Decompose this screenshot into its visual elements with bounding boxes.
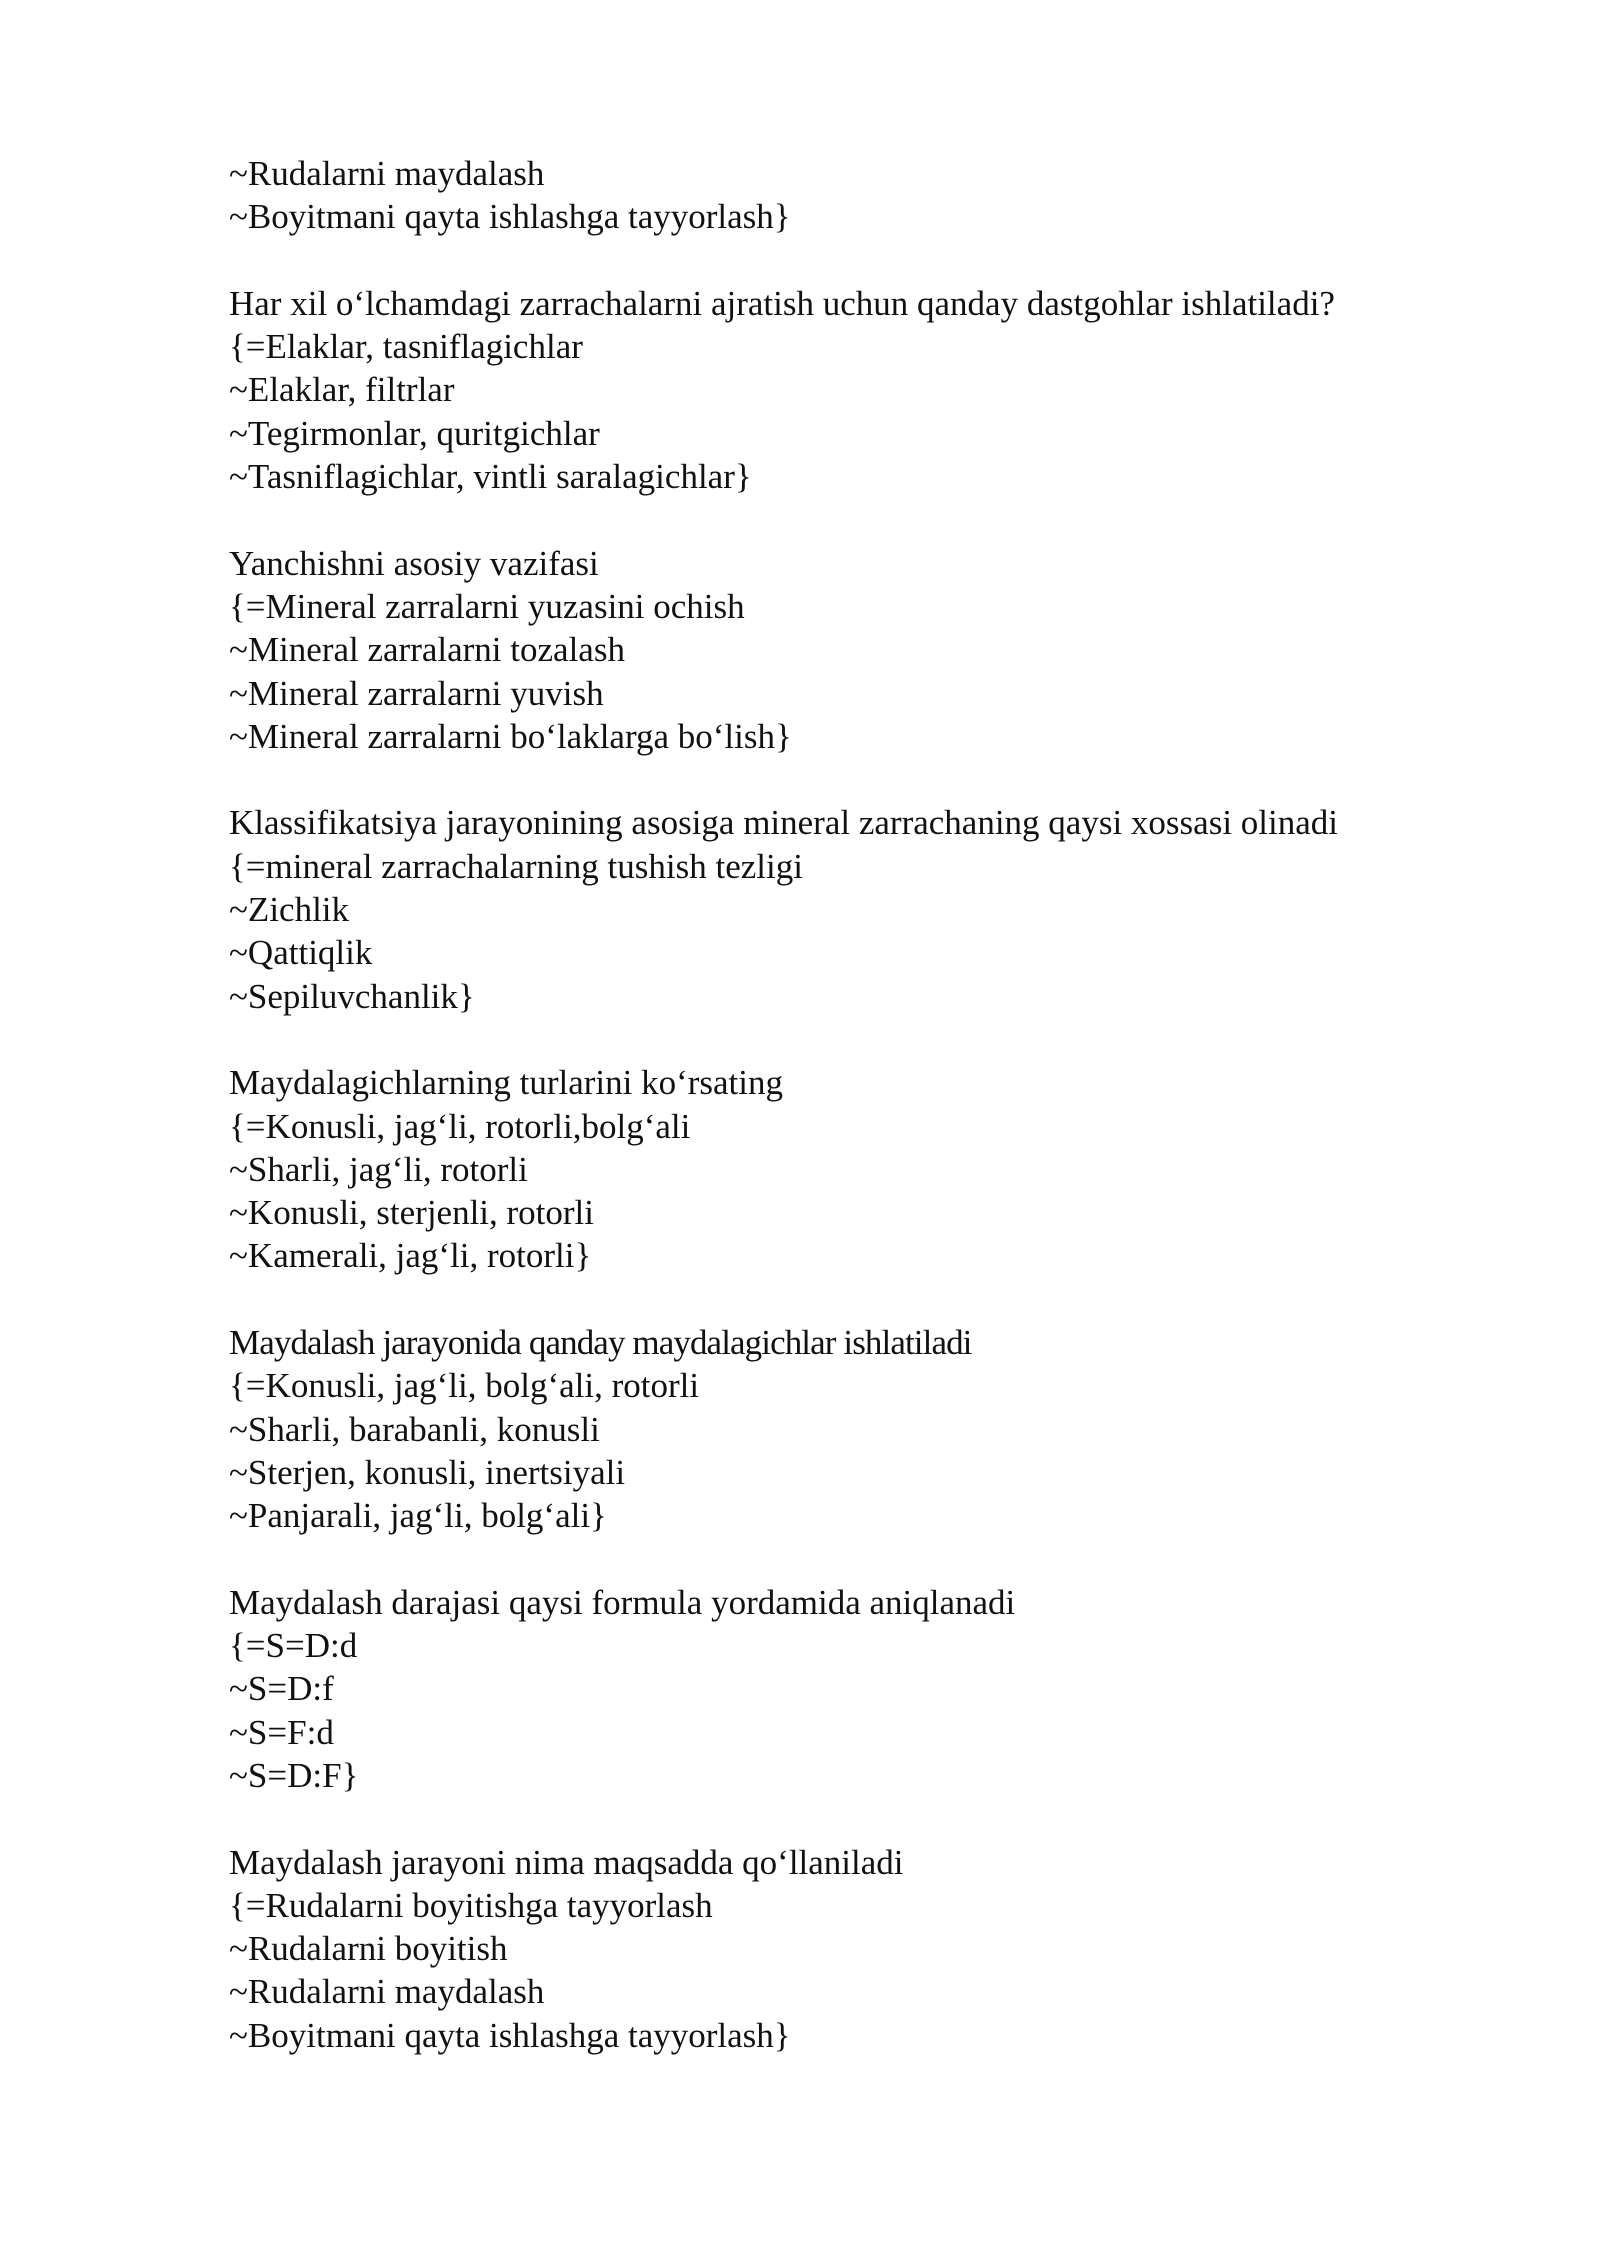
answer-option: ~Mineral zarralarni bo‘laklarga bo‘lish} xyxy=(229,716,792,756)
answer-option: ~S=D:f xyxy=(229,1669,334,1709)
question-block xyxy=(229,1841,1529,2057)
blank-line xyxy=(229,1278,1529,1321)
answer-option: ~S=F:d xyxy=(229,1712,334,1752)
intro-line: ~Boyitmani qayta ishlashga tayyorlash} xyxy=(229,197,791,237)
answer-option: ~Rudalarni boyitish xyxy=(229,1929,508,1969)
blank-line xyxy=(229,1797,1529,1840)
answer-option: ~Zichlik xyxy=(229,890,350,930)
question-text: Maydalagichlarning turlarini ko‘rsating xyxy=(229,1063,784,1103)
answer-option: ~Panjarali, jag‘li, bolg‘ali} xyxy=(229,1496,607,1536)
question-block xyxy=(229,801,1529,1017)
answer-option: ~Tegirmonlar, quritgichlar xyxy=(229,413,600,453)
answer-option: {=Mineral zarralarni yuzasini ochish xyxy=(229,586,745,626)
question-text: Har xil o‘lchamdagi zarrachalarni ajratish uchun qanday dastgohlar ishlatiladi? xyxy=(229,283,1335,323)
question-text: Yanchishni asosiy vazifasi xyxy=(229,543,599,583)
blank-line xyxy=(229,239,1529,282)
answer-option: ~Sharli, barabanli, konusli xyxy=(229,1409,600,1449)
answer-option: ~Sterjen, konusli, inertsiyali xyxy=(229,1452,626,1492)
answer-option: {=Elaklar, tasniflagichlar xyxy=(229,327,583,367)
question-block xyxy=(229,542,1529,758)
question-text: Maydalash darajasi qaysi formula yordamida aniqlanadi xyxy=(229,1582,1016,1622)
answer-option: ~Konusli, sterjenli, rotorli xyxy=(229,1193,595,1233)
answer-option: ~Elaklar, filtrlar xyxy=(229,370,455,410)
blank-line xyxy=(229,758,1529,801)
question-block xyxy=(229,1061,1529,1277)
answer-option: ~Mineral zarralarni yuvish xyxy=(229,673,604,713)
question-text: Maydalash jarayoni nima maqsadda qo‘llaniladi xyxy=(229,1842,904,1882)
answer-option: ~Mineral zarralarni tozalash xyxy=(229,630,625,670)
answer-option: ~Qattiqlik xyxy=(229,933,373,973)
answer-option: {=Konusli, jag‘li, rotorli,bolg‘ali xyxy=(229,1106,691,1146)
answer-option: ~Rudalarni maydalash xyxy=(229,1972,545,2012)
answer-option: ~S=D:F} xyxy=(229,1755,359,1795)
document-body xyxy=(229,152,1529,2057)
answer-option: ~Kamerali, jag‘li, rotorli} xyxy=(229,1236,592,1276)
blank-line xyxy=(229,498,1529,541)
question-text: Klassifikatsiya jarayonining asosiga mineral zarrachaning qaysi xossasi olinadi xyxy=(229,803,1339,843)
answer-option: ~Tasniflagichlar, vintli saralagichlar} xyxy=(229,457,752,497)
answer-option: ~Sepiluvchanlik} xyxy=(229,976,475,1016)
answer-option: {=Konusli, jag‘li, bolg‘ali, rotorli xyxy=(229,1366,700,1406)
blank-line xyxy=(229,1538,1529,1581)
answer-option: {=S=D:d xyxy=(229,1626,358,1666)
intro-line: ~Rudalarni maydalash xyxy=(229,154,545,193)
question-block xyxy=(229,1321,1529,1537)
blank-line xyxy=(229,1018,1529,1061)
question-block xyxy=(229,1581,1529,1797)
answer-option: {=Rudalarni boyitishga tayyorlash xyxy=(229,1885,713,1925)
answer-option: {=mineral zarrachalarning tushish tezligi xyxy=(229,846,803,886)
question-block xyxy=(229,282,1529,498)
answer-option: ~Boyitmani qayta ishlashga tayyorlash} xyxy=(229,2015,791,2055)
question-text: Maydalash jarayonida qanday maydalagichlar ishlatiladi xyxy=(229,1323,972,1363)
answer-option: ~Sharli, jag‘li, rotorli xyxy=(229,1149,528,1189)
